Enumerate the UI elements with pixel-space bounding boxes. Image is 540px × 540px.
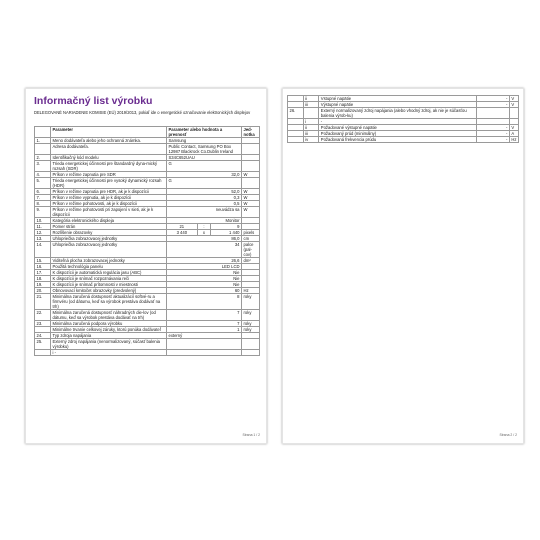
page-1 [25, 88, 267, 444]
row-value: Nie [167, 276, 242, 282]
row-unit: roky [242, 327, 260, 333]
row-value: Nie [167, 270, 242, 276]
row-parameter: K dispozícii je automatická regulácia jasu (ABC) [51, 270, 167, 276]
row-value: - [477, 137, 510, 143]
row-parameter: i - [51, 350, 167, 356]
row-value-sep: : [197, 224, 211, 230]
row-unit: roky [242, 310, 260, 321]
row-unit: W [242, 201, 260, 207]
row-value: Nie [167, 282, 242, 288]
table-row [35, 161, 260, 172]
row-sub: ii [303, 96, 319, 102]
row-parameter: Trieda energetickej účinnosti pre štandardný dyna-mický rozsah (SDR) [51, 161, 167, 172]
row-number: 17. [35, 270, 51, 276]
row-parameter: Externý zdroj napájania (nenormalizovaný, súčasť balenia výrobku) [51, 339, 167, 350]
row-value-sep: x [197, 230, 211, 236]
table-header-row [35, 127, 260, 138]
row-parameter: Príkon v režime pohotovosti, ak je k dispozícii [51, 201, 167, 207]
row-value: S34C652UAU [167, 155, 242, 161]
row-value [477, 108, 510, 119]
row-unit: W [242, 172, 260, 178]
row-value: Public Contact, Samsung PO Box 12987 Blackrock Co.Dublin Ireland [167, 144, 242, 155]
row-parameter: Minimálna zaručená podpora výrobku [51, 321, 167, 327]
row-value: LED LCD [167, 264, 242, 270]
row-value: - [477, 131, 510, 137]
row-number: 8. [35, 201, 51, 207]
row-unit [242, 178, 260, 189]
row-parameter: Požadované výstupné napätie [319, 125, 477, 131]
row-value: 7 [167, 310, 242, 321]
row-number: 21. [35, 294, 51, 310]
table-row [35, 339, 260, 350]
row-parameter: Požadovaná frekvencia prúdu [319, 137, 477, 143]
row-number: 16. [35, 264, 51, 270]
row-number [288, 137, 304, 143]
row-parameter: Kategória elektronického displeja [51, 218, 167, 224]
row-value: Monitor [167, 218, 242, 224]
row-value: 0,5 [167, 201, 242, 207]
row-unit: Hz [242, 288, 260, 294]
row-parameter: Minimálna zaručená dostupnosť náhradných die-lov (od dátumu, keď sa výrobok prestáva dodávať na trh) [51, 310, 167, 321]
row-number: 10. [35, 218, 51, 224]
row-value: 7 [167, 321, 242, 327]
row-parameter: Pomer strán [51, 224, 167, 230]
row-number: 11. [35, 224, 51, 230]
row-number: 25. [35, 339, 51, 350]
row-value-b: 1 440 [211, 230, 242, 236]
page-number: Strana 2 / 2 [499, 433, 517, 437]
row-parameter: Požadovaný prúd (minimálny) [319, 131, 477, 137]
row-parameter: K dispozícii je snímač rozpoznávania reči [51, 276, 167, 282]
row-unit: W [242, 207, 260, 218]
row-value: 60 [167, 288, 242, 294]
row-value: Samsung [167, 138, 242, 144]
row-unit: V [509, 96, 518, 102]
header-unit: Jed-notka [242, 127, 260, 138]
row-number: 22. [35, 310, 51, 321]
row-unit [242, 144, 260, 155]
document-title: Informačný list výrobku [34, 95, 153, 107]
row-parameter: Obnovovací kmitočet obrazovky (predvolený) [51, 288, 167, 294]
header-parameter: Parameter [51, 127, 167, 138]
row-unit [509, 108, 518, 119]
row-number: 6. [35, 189, 51, 195]
row-parameter: Externý normalizovaný zdroj napájania (alebo vhodný zdroj, ak nie je súčasťou balenia výrob-ku) [319, 108, 477, 119]
row-number [35, 144, 51, 155]
row-unit: palce (pal-cov) [242, 242, 260, 258]
row-parameter: Príkon v režime zapnutia pre SDR [51, 172, 167, 178]
table-row [35, 242, 260, 258]
table-row [35, 178, 260, 189]
row-number: 19. [35, 282, 51, 288]
row-number [35, 350, 51, 356]
row-unit: roky [242, 321, 260, 327]
row-number: 1. [35, 138, 51, 144]
row-parameter: Príkon v režime zapnutia pre HDR, ak je k dispozícii [51, 189, 167, 195]
row-parameter: K dispozícii je snímač prítomnosti v miestnosti [51, 282, 167, 288]
product-info-table [34, 126, 260, 356]
row-number: 2. [35, 155, 51, 161]
row-unit [242, 161, 260, 172]
row-unit: cm [242, 236, 260, 242]
row-parameter: Uhlopriečka zobrazovacej jednotky [51, 236, 167, 242]
row-unit: V [509, 102, 518, 108]
row-parameter: Príkon v režime pohotovosti pri zapojení v sieti, ak je k dispozícii [51, 207, 167, 218]
row-value-a: 3 440 [167, 230, 198, 236]
row-value: neuvádza sa [167, 207, 242, 218]
row-unit: roky [242, 294, 260, 310]
row-unit [242, 339, 260, 350]
table-row [35, 310, 260, 321]
row-parameter: Adresa dodávateľa. [51, 144, 167, 155]
row-sub [303, 108, 319, 119]
row-value: 8 [167, 294, 242, 310]
row-value-a: 21 [167, 224, 198, 230]
row-parameter: Trieda energetickej účinnosti pre vysoký dynamický rozsah (HDR) [51, 178, 167, 189]
row-unit: W [242, 195, 260, 201]
row-sub: iii [303, 131, 319, 137]
regulation-subtitle: DELEGOVANÉ NARIADENIE KOMISIE (EÚ) 2019/2013, pokiaľ ide o energetické označovanie elektronických displejov [34, 110, 251, 115]
page-2 [282, 88, 524, 444]
row-parameter: Použitá technológia panelu [51, 264, 167, 270]
table-row [35, 294, 260, 310]
row-parameter: Vstupné napätie [319, 96, 477, 102]
row-value: - [477, 96, 510, 102]
row-parameter: Meno dodávateľa alebo jeho ochranná známka. [51, 138, 167, 144]
table-row [35, 207, 260, 218]
row-value: 26,6 [167, 258, 242, 264]
page-number: Strana 1 / 2 [242, 433, 260, 437]
row-value: externý [167, 333, 242, 339]
row-value: 86,0 [167, 236, 242, 242]
row-sub: iii [303, 102, 319, 108]
row-value [167, 339, 242, 350]
row-value: 52,0 [167, 189, 242, 195]
header-no [35, 127, 51, 138]
row-number: 9. [35, 207, 51, 218]
row-value: - [477, 125, 510, 131]
row-value: 0,3 [167, 195, 242, 201]
row-unit: W [242, 189, 260, 195]
row-parameter: Minimálne trvanie celkovej záruky, ktorú ponúka dodávateľ [51, 327, 167, 333]
row-sub: iv [303, 137, 319, 143]
row-value: G [167, 161, 242, 172]
row-unit: Hz [511, 137, 517, 142]
row-number: 14. [35, 242, 51, 258]
row-number: 12. [35, 230, 51, 236]
table-row [35, 350, 260, 356]
row-parameter: Typ zdroja napájania [51, 333, 167, 339]
row-number: 7. [35, 195, 51, 201]
row-value: 1 [167, 327, 242, 333]
row-parameter: Rozlíšenie obrazovky [51, 230, 167, 236]
row-value [167, 350, 242, 356]
row-unit: A [509, 131, 518, 137]
row-unit: pixels [242, 230, 260, 236]
row-parameter: Minimálna zaručená dostupnosť aktualizácií softvé-ru a firmvéru (od dátumu, keď sa výrobok prestáva dodávať na trh) [51, 294, 167, 310]
table-row [288, 137, 519, 143]
row-number: 26. [288, 108, 304, 119]
row-parameter: Príkon v režime vypnutia, ak je k dispozícii [51, 195, 167, 201]
row-parameter: Identifikačný kód modelu [51, 155, 167, 161]
row-parameter: - [319, 119, 477, 125]
row-number: 3. [35, 161, 51, 172]
row-number: 13. [35, 236, 51, 242]
row-value: G [167, 178, 242, 189]
row-unit: V [509, 125, 518, 131]
table-row [288, 108, 519, 119]
row-value: 34 [167, 242, 242, 258]
row-value: 32,0 [167, 172, 242, 178]
row-number: 4. [35, 172, 51, 178]
row-sub: i [303, 119, 319, 125]
row-number: 15. [35, 258, 51, 264]
row-sub: ii [303, 125, 319, 131]
row-number: 18. [35, 276, 51, 282]
row-value-b: 9 [211, 224, 242, 230]
table-row [35, 144, 260, 155]
row-unit [242, 350, 260, 356]
row-parameter: Viditeľná plocha zobrazovacej jednotky [51, 258, 167, 264]
power-supply-table [287, 95, 519, 143]
row-number: 24. [35, 333, 51, 339]
row-number: 5. [35, 178, 51, 189]
row-number: 23. [35, 321, 51, 327]
row-parameter: Výstupné napätie [319, 102, 477, 108]
row-parameter: Uhlopriečka zobrazovacej jednotky [51, 242, 167, 258]
row-number: 20. [35, 288, 51, 294]
row-value: - [477, 102, 510, 108]
row-unit: dm² [242, 258, 260, 264]
header-value: Parameter alebo hodnota a presnosť [167, 127, 242, 138]
